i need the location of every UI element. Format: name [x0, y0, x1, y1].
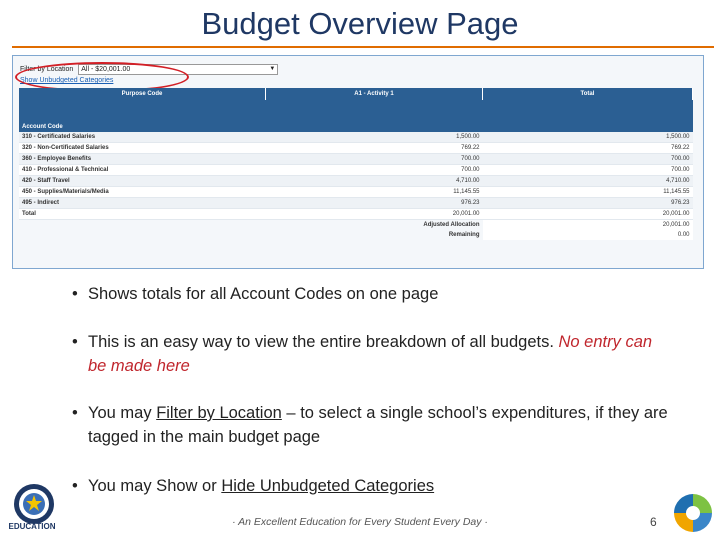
account-code-cell: 450 - Supplies/Materials/Media	[19, 187, 266, 198]
slide-title: Budget Overview Page	[201, 6, 519, 41]
activity-value-cell: 700.00	[266, 165, 483, 176]
account-code-cell: 495 - Indirect	[19, 198, 266, 209]
total-value-cell: 700.00	[483, 154, 693, 165]
header-band	[19, 100, 693, 122]
total-value-cell: 976.23	[483, 198, 693, 209]
activity-value-cell: 20,001.00	[266, 209, 483, 220]
bullet-text-main: This is an easy way to view the entire breakdown of all budgets.	[88, 333, 559, 351]
table-row	[19, 165, 693, 176]
bullet-dot: •	[72, 477, 78, 495]
remaining-label: Remaining	[448, 232, 480, 238]
adjusted-allocation-row	[19, 220, 693, 231]
header-total: Total	[483, 88, 693, 100]
bullet-text-hide: Hide Unbudgeted Categories	[221, 477, 435, 495]
remaining-row	[19, 230, 693, 240]
bullet-item	[72, 330, 672, 378]
remaining-value: 0.00	[483, 230, 693, 240]
table-header-row	[19, 88, 693, 100]
activity-value-cell: 976.23	[266, 198, 483, 209]
bullet-text-post: – to select a single school’s expenditures, if they are tagged in the main budget page	[88, 404, 668, 446]
account-code-cell: 360 - Employee Benefits	[19, 154, 266, 165]
adjusted-label: Adjusted Allocation	[423, 222, 480, 228]
budget-overview-screenshot	[12, 55, 704, 269]
activity-value-cell: 769.22	[266, 143, 483, 154]
total-value-cell: 769.22	[483, 143, 693, 154]
total-value-cell: 1,500.00	[483, 132, 693, 143]
total-value-cell: 4,710.00	[483, 176, 693, 187]
budget-table	[19, 88, 693, 240]
adjusted-value: 20,001.00	[483, 220, 693, 231]
bullet-text	[72, 474, 672, 498]
show-unbudgeted-link[interactable]: Show Unbudgeted Categories	[20, 77, 114, 84]
activity-value-cell: 1,500.00	[266, 132, 483, 143]
table-row	[19, 143, 693, 154]
total-value-cell: 20,001.00	[483, 209, 693, 220]
header-purpose-code: Purpose Code	[19, 88, 266, 100]
table-row	[19, 154, 693, 165]
account-code-cell: 320 - Non-Certificated Salaries	[19, 143, 266, 154]
table-row	[19, 209, 693, 220]
bullet-text-pre: You may	[88, 404, 157, 422]
account-code-label: Account Code	[19, 122, 693, 132]
bullet-text	[72, 401, 672, 449]
title-divider	[12, 46, 714, 48]
activity-value-cell: 4,710.00	[266, 176, 483, 187]
table-row	[19, 198, 693, 209]
bullet-dot: •	[72, 333, 78, 351]
bullet-item	[72, 401, 672, 449]
bullet-item	[72, 282, 672, 306]
table-row	[19, 132, 693, 143]
bullet-text-filter: Filter by Location	[156, 404, 282, 422]
account-code-row	[19, 122, 693, 132]
bullet-text-pre: You may Show or	[88, 477, 222, 495]
activity-value-cell: 11,145.55	[266, 187, 483, 198]
bullet-text-warning: No entry can be made here	[88, 333, 653, 375]
bullet-dot: •	[72, 404, 78, 422]
total-value-cell: 11,145.55	[483, 187, 693, 198]
table-row	[19, 176, 693, 187]
total-value-cell: 700.00	[483, 165, 693, 176]
account-code-cell: 310 - Certificated Salaries	[19, 132, 266, 143]
filter-label: Filter by Location	[20, 66, 74, 74]
chevron-down-icon: ▼	[269, 66, 276, 72]
page-number: 6	[650, 515, 657, 529]
education-logo-text: EDUCATION	[8, 522, 56, 531]
bullet-item	[72, 474, 672, 498]
filter-value: All - $20,001.00	[81, 66, 131, 73]
slide-footer: · An Excellent Education for Every Student Every Day ·	[232, 516, 488, 528]
account-code-cell: 410 - Professional & Technical	[19, 165, 266, 176]
bullet-text	[72, 330, 672, 378]
activity-value-cell: 700.00	[266, 154, 483, 165]
bullet-dot: •	[72, 285, 78, 303]
account-code-cell: Total	[19, 209, 266, 220]
bullet-text: Shows totals for all Account Codes on one page	[88, 285, 439, 303]
header-activity: A1 - Activity 1	[266, 88, 483, 100]
account-code-cell: 420 - Staff Travel	[19, 176, 266, 187]
circular-leaf-logo-icon	[670, 490, 716, 536]
table-row	[19, 187, 693, 198]
